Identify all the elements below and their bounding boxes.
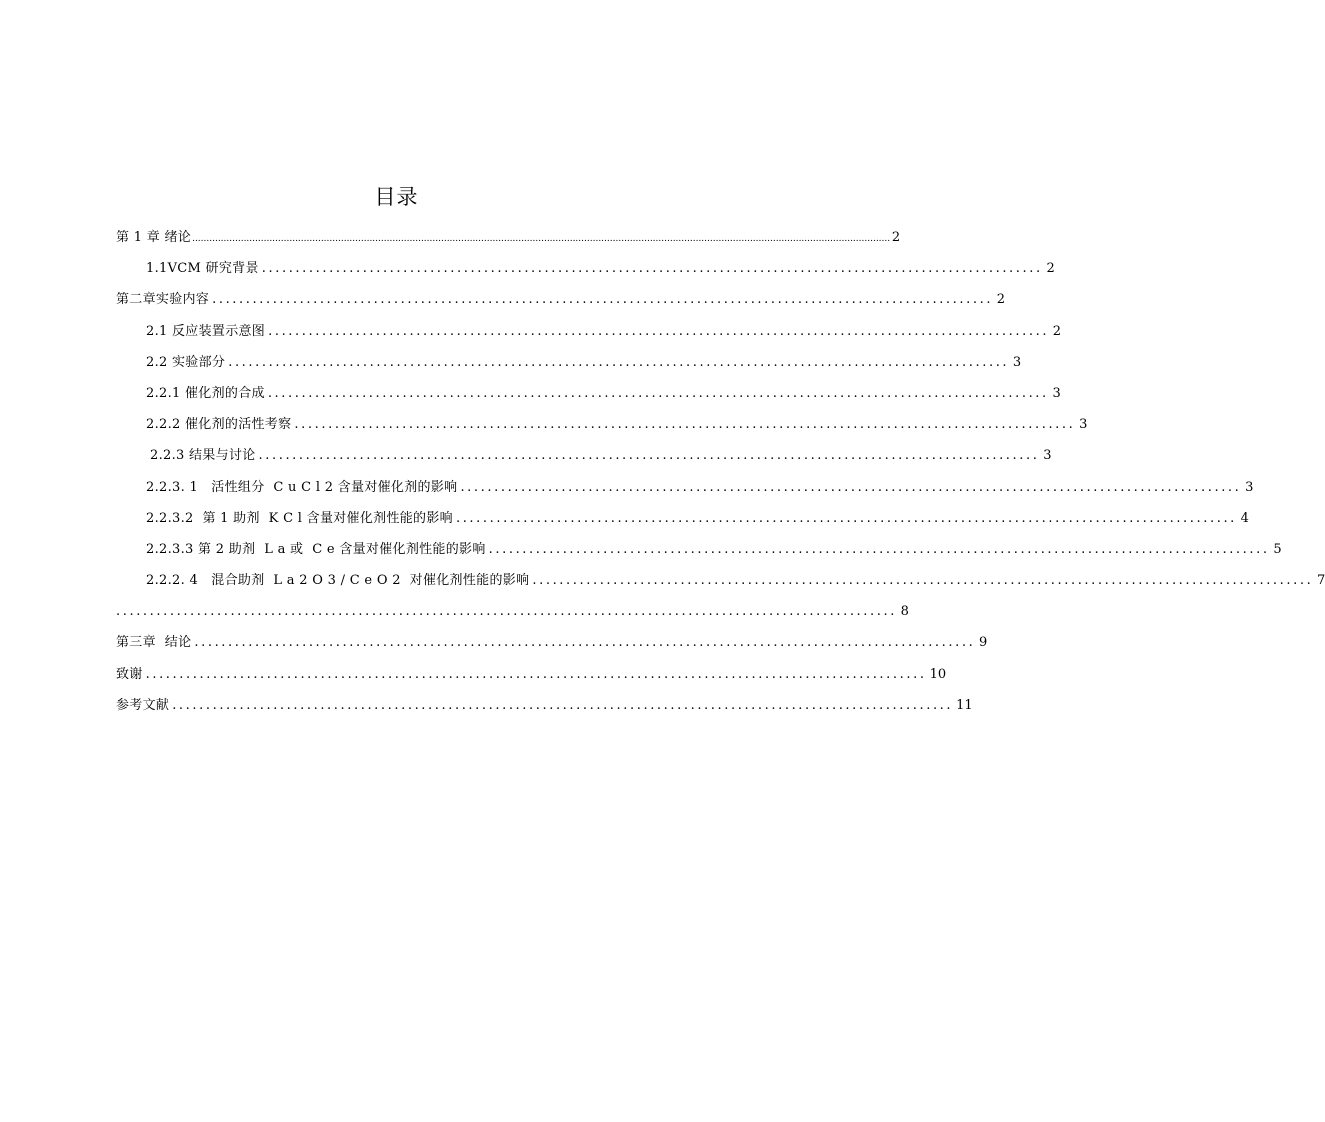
toc-entry[interactable] bbox=[116, 534, 1282, 565]
toc-entry[interactable] bbox=[116, 316, 1062, 347]
toc-entry-label: 2.2.3. 1 活性组分 C u C l 2 含量对催化剂的影响 bbox=[146, 479, 458, 495]
toc-entry-page-number: 5 bbox=[1273, 541, 1282, 557]
toc-entry[interactable] bbox=[116, 503, 1249, 534]
dot-leader: .................................................................................................................... bbox=[294, 417, 1076, 433]
dot-leader: .................................................................................................................... bbox=[267, 385, 1049, 401]
toc-entry-label: 1.1VCM 研究背景 bbox=[146, 261, 259, 277]
toc-entry[interactable] bbox=[116, 690, 973, 721]
toc-entry-label: 第 1 章 绪论 bbox=[116, 230, 192, 245]
dot-leader: .................................................................................................................................................................................................................................................... bbox=[192, 234, 891, 244]
toc-entry-page-number: 4 bbox=[1240, 510, 1249, 526]
dot-leader: .................................................................................................................... bbox=[532, 573, 1314, 589]
toc-entry-label: 2.2.2. 4 混合助剂 L a 2 O 3 / C e O 2 对催化剂性能的影响 bbox=[146, 573, 530, 589]
dot-leader: .................................................................................................................... bbox=[172, 697, 954, 713]
dot-leader: .................................................................................................................... bbox=[116, 604, 897, 620]
toc-entry-label: 2.2.2 催化剂的活性考察 bbox=[146, 417, 292, 433]
toc-entry-label: 2.2.1 催化剂的合成 bbox=[146, 385, 265, 401]
dot-leader: .................................................................................................................... bbox=[145, 666, 927, 682]
dot-leader: .................................................................................................................... bbox=[261, 261, 1043, 277]
toc-entry-page-number: 9 bbox=[979, 635, 988, 651]
dot-leader: .................................................................................................................... bbox=[228, 354, 1010, 370]
toc-entry-label: 2.2.3.2 第 1 助剂 K C l 含量对催化剂性能的影响 bbox=[146, 510, 453, 526]
dot-leader: .................................................................................................................... bbox=[258, 448, 1040, 464]
toc-entry-page-number: 3 bbox=[1245, 479, 1254, 495]
dot-leader: .................................................................................................................... bbox=[268, 323, 1050, 339]
dot-leader: .................................................................................................................... bbox=[194, 635, 976, 651]
toc-entry[interactable] bbox=[116, 409, 1088, 440]
toc-entry-page-number: 3 bbox=[1052, 385, 1061, 401]
toc-entry[interactable] bbox=[116, 659, 947, 690]
toc-entry-label: 第三章 结论 bbox=[116, 635, 192, 651]
toc-title: 目录 bbox=[374, 185, 419, 209]
toc-entry-page-number: 3 bbox=[1043, 448, 1052, 464]
dot-leader: .................................................................................................................... bbox=[212, 292, 994, 308]
dot-leader: .................................................................................................................... bbox=[460, 479, 1242, 495]
toc-entry-page-number: 2 bbox=[1052, 323, 1062, 339]
toc-entry-label: 2.2 实验部分 bbox=[146, 354, 226, 370]
toc-entry[interactable] bbox=[116, 565, 1325, 596]
toc-entry-label: 致谢 bbox=[116, 666, 143, 682]
toc-entry[interactable] bbox=[116, 440, 1052, 471]
toc-entry[interactable] bbox=[116, 253, 1055, 284]
toc-entry[interactable] bbox=[116, 596, 909, 627]
toc-entry-page-number: 11 bbox=[956, 697, 973, 713]
toc-entry-page-number: 10 bbox=[929, 666, 947, 682]
toc-entry-label: 参考文献 bbox=[116, 697, 170, 713]
toc-entry-label: 第二章实验内容 bbox=[116, 292, 210, 308]
toc-entry-label: 2.1 反应装置示意图 bbox=[146, 323, 266, 339]
toc-entry-page-number: 2 bbox=[1046, 261, 1055, 277]
dot-leader: .................................................................................................................... bbox=[455, 510, 1237, 526]
toc-entry[interactable] bbox=[116, 222, 901, 253]
toc-entry-page-number: 3 bbox=[1079, 417, 1088, 433]
toc-entry[interactable] bbox=[116, 347, 1022, 378]
toc-entry[interactable] bbox=[116, 472, 1254, 503]
toc-entry-label: 2.2.3 结果与讨论 bbox=[150, 448, 256, 464]
dot-leader: .................................................................................................................... bbox=[488, 541, 1270, 557]
toc-entry[interactable] bbox=[116, 627, 988, 658]
toc-entry-page-number: 8 bbox=[900, 604, 909, 620]
toc-entry[interactable] bbox=[116, 284, 1006, 315]
toc-entry-label: 2.2.3.3 第 2 助剂 L a 或 C e 含量对催化剂性能的影响 bbox=[146, 541, 486, 557]
table-of-contents bbox=[116, 222, 1325, 721]
toc-entry-page-number: 7 bbox=[1317, 573, 1325, 589]
toc-entry-page-number: 2 bbox=[891, 230, 901, 245]
toc-entry-page-number: 3 bbox=[1012, 354, 1022, 370]
toc-entry-page-number: 2 bbox=[996, 292, 1006, 308]
toc-entry[interactable] bbox=[116, 378, 1061, 409]
